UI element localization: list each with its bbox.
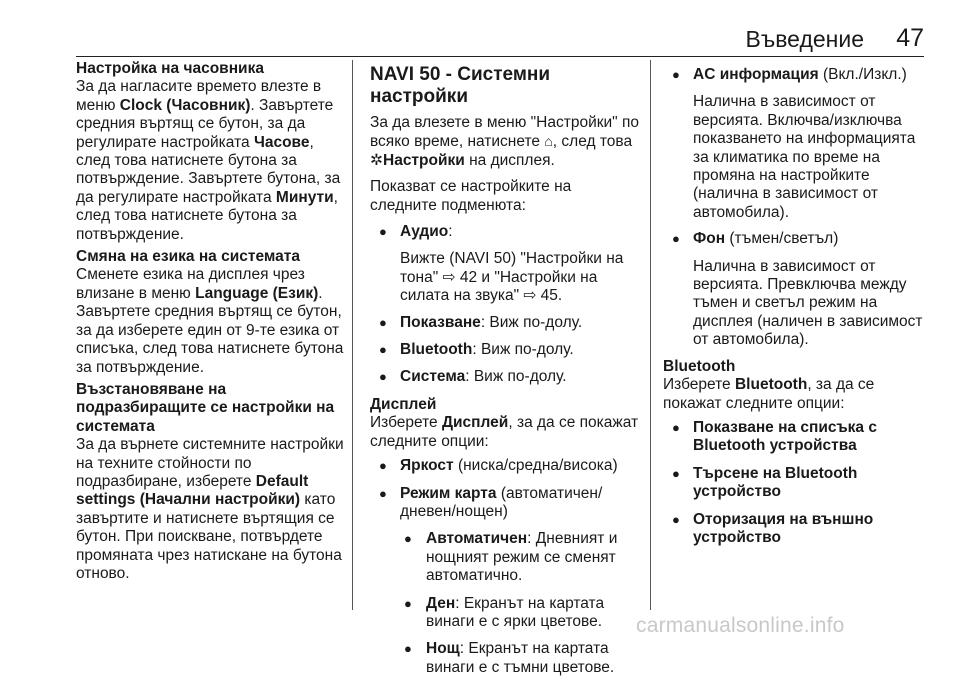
section-text-language <box>76 266 344 376</box>
text-run: : Екранът на картата винаги е с ярки цветове. <box>426 594 605 630</box>
text-run: Нощ <box>426 640 460 658</box>
section-text-display <box>370 414 640 451</box>
text-run: Изберете <box>370 414 442 432</box>
list-item-ac-info <box>663 66 933 84</box>
setting-minutes: Минути <box>275 188 334 206</box>
list-item-authorize-device <box>663 511 933 548</box>
section-text-clock <box>76 78 344 244</box>
section-title-bluetooth: Bluetooth <box>663 357 736 375</box>
list-item-brightness <box>370 457 640 475</box>
section-title-display: Дисплей <box>370 395 437 413</box>
list-item-background-desc: Налична в зависимост от версията. Превключва между тъмен и светъл режим на дисплея (наличен в зависимост от автомобила). <box>693 257 923 349</box>
text-run: Система <box>400 368 466 386</box>
text-run: : <box>448 223 453 241</box>
text-run: AC информация <box>693 66 819 83</box>
text-run: Автоматичен <box>426 530 528 548</box>
section-text-defaults <box>76 436 344 583</box>
text-run: За да нагласите времето влезте в меню <box>76 78 322 114</box>
home-icon: ⌂ <box>544 133 553 150</box>
text-run: (ниска/средна/висока) <box>453 457 618 475</box>
section-title-language: Смяна на езика на системата <box>76 248 300 266</box>
paragraph-submenus: Показват се настройките на следните подменюта: <box>370 178 572 214</box>
text-run: Ден <box>426 594 456 612</box>
settings-label <box>370 152 465 169</box>
gear-icon: ✲ <box>370 151 383 169</box>
section-title-clock: Настройка на часовника <box>76 60 264 77</box>
list-item-night <box>370 640 640 677</box>
setting-hours: Часове <box>253 133 310 151</box>
text-run: : Виж по-долу. <box>480 313 583 331</box>
page-ref-icon: ⇨ <box>442 268 456 286</box>
column-divider-right <box>650 60 651 610</box>
submenu-list <box>370 223 640 387</box>
text-run: За да влезете в меню "Настройки" по всяко време, натиснете <box>370 114 639 151</box>
text-run: : Виж по-долу. <box>472 341 574 359</box>
text-run: . Завъртете средния въртящ се бутон, за да регулирате настройката <box>76 96 334 151</box>
list-item-day <box>370 595 640 632</box>
text-run: като завъртите и натиснете въртящия се бутон. При поискване, потвърдете промяната чрез натискане на бутона отново. <box>76 491 342 582</box>
text-run: Bluetooth <box>734 376 808 394</box>
text-run: 42 и "Настройки на силата на звука" <box>400 268 598 305</box>
list-item-ac-info-desc: Налична в зависимост от версията. Включва/изключва показването на информацията за климатика по време на промяна на настройките (налична в зависимост от автомобила). <box>693 93 916 221</box>
text-run: Режим карта <box>400 484 497 502</box>
list-item-background <box>663 230 933 248</box>
header-rule <box>76 56 924 57</box>
menu-name-default-settings: Default settings (Начални настройки) <box>76 472 309 509</box>
page-header <box>0 0 960 56</box>
header-title: Въведение <box>745 26 864 52</box>
text-run: Вижте (NAVI 50) "Настройки на тона" <box>400 250 624 286</box>
text-run: : Дневният и нощният режим се сменят автоматично. <box>426 530 618 585</box>
list-item-bluetooth <box>370 341 640 359</box>
text-run: (автоматичен/ дневен/нощен) <box>400 484 603 520</box>
display-options-continued <box>663 66 933 350</box>
text-run: , след това натиснете бутона за потвърждение. Завъртете бутона, за да регулирате настройката <box>76 133 341 206</box>
list-item-map-mode <box>370 485 640 522</box>
text-run: : Виж по-долу. <box>465 368 567 386</box>
text-run: 45. <box>536 287 563 305</box>
text-run: Оторизация на външно устройство <box>693 510 874 546</box>
text-run: , след това <box>552 133 633 151</box>
text-run: Сменете езика на дисплея чрез влизане в меню <box>76 266 305 302</box>
text-run: Дисплей <box>441 414 509 432</box>
text-run: Фон <box>693 230 726 248</box>
column-left <box>76 60 344 587</box>
text-run: Настройки <box>383 151 465 169</box>
text-run: (Вкл./Изкл.) <box>818 66 907 83</box>
column-right <box>663 60 933 556</box>
text-run: Яркост <box>400 457 454 475</box>
text-run: , за да се покажат следните опции: <box>663 376 875 412</box>
text-run: : Екранът на картата винаги е с тъмни цветове. <box>426 640 615 676</box>
paragraph-open-settings <box>370 114 640 170</box>
text-run: Изберете <box>663 376 735 394</box>
list-item-search-device <box>663 465 933 502</box>
text-run: на дисплея. <box>464 151 555 169</box>
section-heading-navi50: NAVI 50 - Системни настройки <box>370 64 551 107</box>
list-item-show-devices <box>663 419 933 456</box>
menu-name-clock: Clock (Часовник) <box>119 96 251 114</box>
section-title-defaults: Възстановяване на подразбиращите се настройки на системата <box>76 380 335 435</box>
text-run: , за да се покажат следните опции: <box>370 414 639 450</box>
text-run: , след това натиснете бутона за потвърждение. <box>76 188 338 243</box>
text-run: (тъмен/светъл) <box>725 230 839 248</box>
text-run: Bluetooth <box>400 341 473 359</box>
page-number: 47 <box>896 24 924 52</box>
display-options-list <box>370 457 640 677</box>
text-run: Аудио <box>400 223 449 241</box>
list-item-audio <box>370 223 640 241</box>
section-text-bluetooth <box>663 376 933 413</box>
text-run: . Завъртете средния въртящ се бутон, за да изберете един от 9-те езика от списъка, след това натиснете бутона за потвърждение. <box>76 284 344 376</box>
page-ref-icon: ⇨ <box>523 287 537 305</box>
watermark: carmanualsonline.info <box>636 614 845 637</box>
list-item-system <box>370 368 640 386</box>
text-run: За да върнете системните настройки на техните стойности по подразбиране, изберете <box>76 436 344 490</box>
list-item-display <box>370 314 640 332</box>
column-divider-left <box>352 60 353 610</box>
text-run: Показване на списъка с Bluetooth устройства <box>693 418 877 455</box>
list-item-auto <box>370 530 640 585</box>
column-middle <box>370 60 640 686</box>
menu-name-language: Language (Език) <box>195 284 319 302</box>
text-run: Търсене на Bluetooth устройство <box>693 464 858 501</box>
bluetooth-options-list <box>663 419 933 547</box>
text-run: Показване <box>400 313 481 331</box>
list-item-audio-desc <box>370 250 640 305</box>
